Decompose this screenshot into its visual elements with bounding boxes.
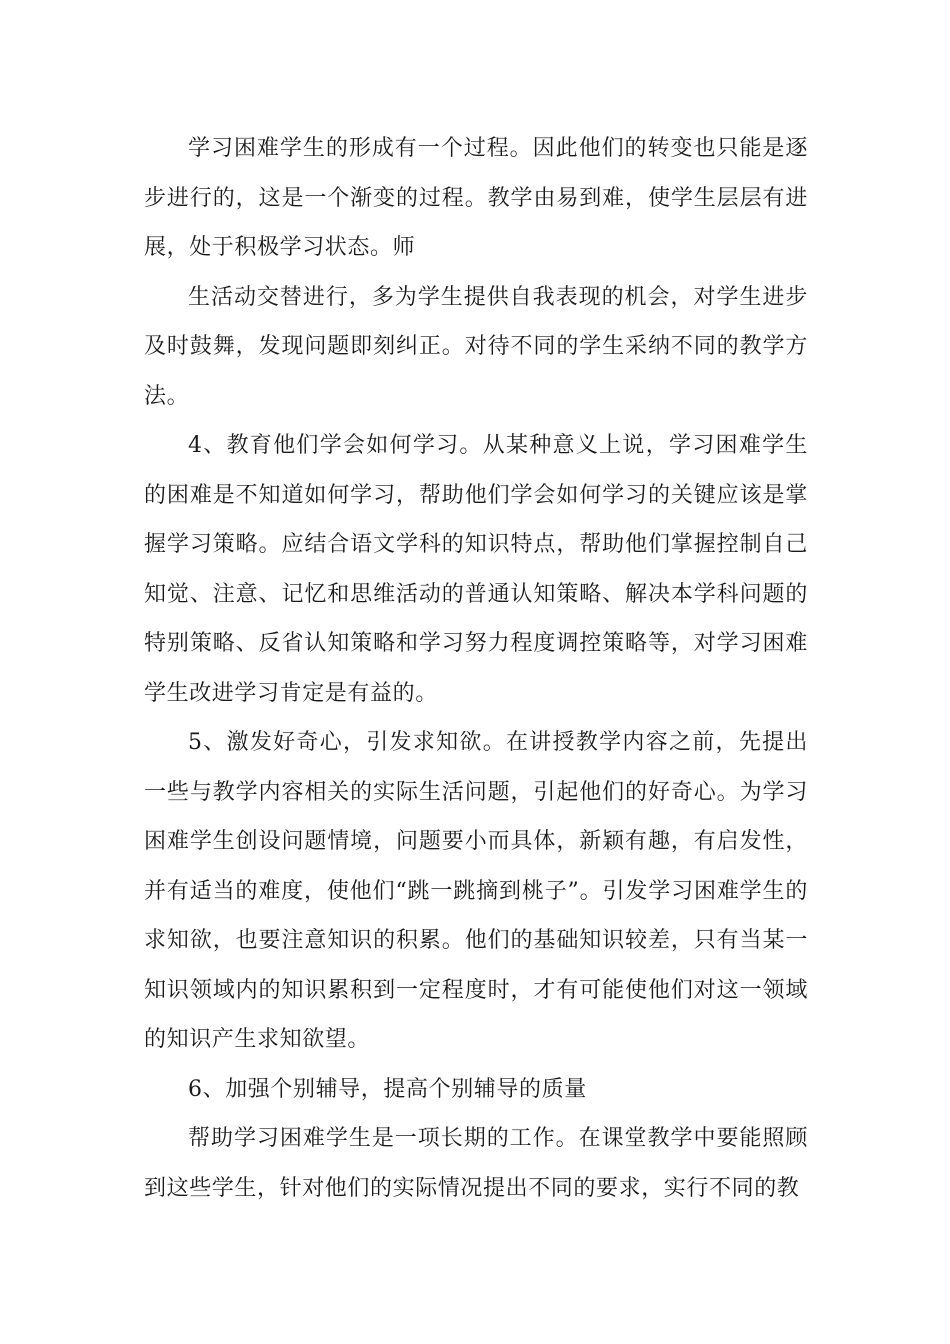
paragraph-4: 5、激发好奇心，引发求知欲。在讲授教学内容之前，先提出一些与教学内容相关的实际生活问题，引起他们的好奇心。为学习困难学生创设问题情境，问题要小而具体，新颖有趣，有启发性，并有适当的难度，使他们“跳一跳摘到桃子”。引发学习困难学生的求知欲，也要注意知识的积累。他们的基础知识较差，只有当某一知识领域内的知识累积到一定程度时，才有可能使他们对这一领域的知识产生求知欲望。 xyxy=(144,730,808,1052)
paragraph-1: 学习困难学生的形成有一个过程。因此他们的转变也只能是逐步进行的，这是一个渐变的过程。教学由易到难，使学生层层有进展，处于积极学习状态。师 xyxy=(144,136,808,260)
paragraph-3: 4、教育他们学会如何学习。从某种意义上说，学习困难学生的困难是不知道如何学习，帮助他们学会如何学习的关键应该是掌握学习策略。应结合语文学科的知识特点，帮助他们掌握控制自己知觉、注意、记忆和思维活动的普通认知策略、解决本学科问题的特别策略、反省认知策略和学习努力程度调控策略等，对学习困难学生改进学习肯定是有益的。 xyxy=(144,433,808,706)
paragraph-5: 6、加强个别辅导，提高个别辅导的质量 xyxy=(188,1076,587,1102)
paragraph-2: 生活动交替进行，多为学生提供自我表现的机会，对学生进步及时鼓舞，发现问题即刻纠正。对待不同的学生采纳不同的教学方法。 xyxy=(144,284,808,409)
paragraph-6: 帮助学习困难学生是一项长期的工作。在课堂教学中要能照顾到这些学生，针对他们的实际情况提出不同的要求，实行不同的教 xyxy=(144,1126,808,1201)
document-body xyxy=(144,124,808,1213)
